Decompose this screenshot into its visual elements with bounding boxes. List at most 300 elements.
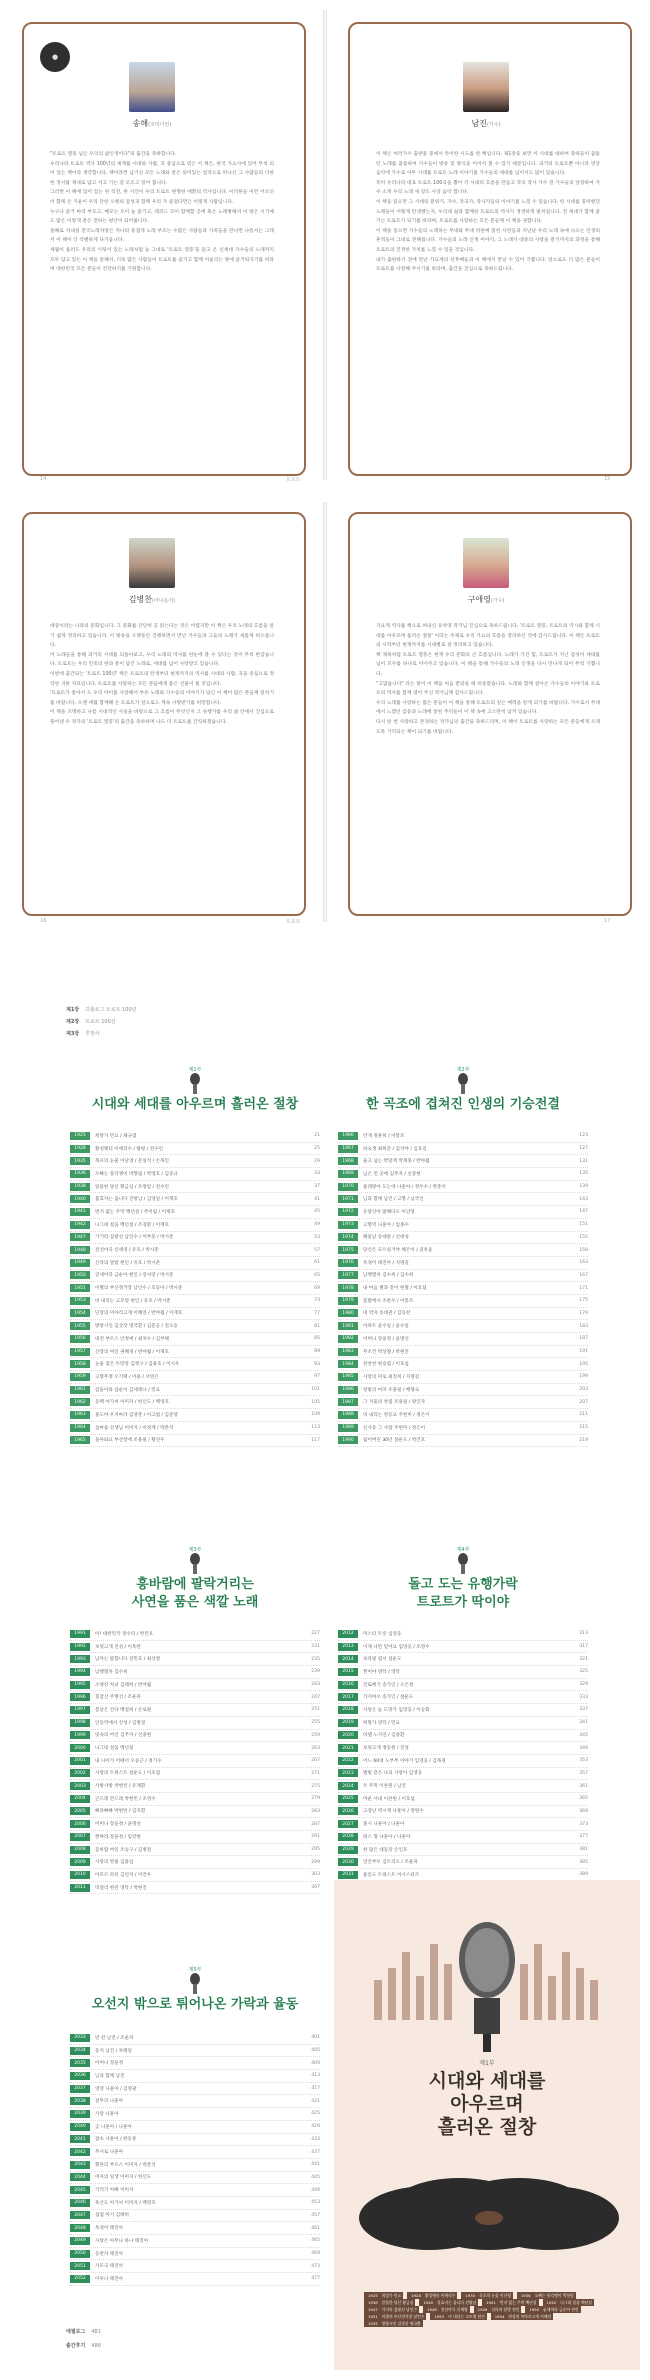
toc-row[interactable]: [70, 1869, 320, 1882]
year-badge: 1956: [70, 1335, 90, 1343]
year-badge: 2051: [70, 2262, 90, 2270]
year-badge: 2035: [70, 2059, 90, 2067]
page-ref: 215: [579, 1425, 588, 1431]
toc-row[interactable]: [338, 1282, 588, 1295]
song-title: 눈물 젖은 두만강 김정구 / 김용호 / 이시우: [95, 1362, 180, 1368]
page-ref: 477: [311, 2276, 320, 2282]
toc-row[interactable]: [338, 1730, 588, 1743]
year-badge: 2042: [70, 2148, 90, 2156]
page-ref: 381: [579, 1847, 588, 1853]
toc-row[interactable]: [338, 1666, 588, 1679]
toc-row[interactable]: [70, 1155, 320, 1168]
person-left: [92, 538, 212, 605]
song-title: 황혼의 부르스 이미자 / 박춘석: [95, 2162, 156, 2168]
year-badge: 2039: [70, 2110, 90, 2118]
toc-row[interactable]: [70, 1219, 320, 1232]
song-title: 울고 넘는 박달재 박재홍 / 반야월: [363, 1159, 430, 1165]
cover-year: 1951: [368, 2314, 378, 2319]
toc-row[interactable]: [338, 1396, 588, 1409]
song-title: 돌아와요 부산항에 조용필 / 황선우: [95, 1438, 165, 1444]
toc-row[interactable]: [70, 2134, 320, 2147]
toc-row[interactable]: [70, 2273, 320, 2286]
song-title: 비 내리는 고모령 현인 / 유호 / 박시춘: [95, 1298, 171, 1304]
preface-spread-2: [0, 492, 650, 932]
toc-row[interactable]: [338, 1742, 588, 1755]
cover-year: 1925: [368, 2293, 378, 2298]
toc-row[interactable]: [70, 2172, 320, 2185]
year-badge: 1958: [70, 1360, 90, 1368]
page-ref: 271: [311, 1770, 320, 1776]
toc-footer-1: 출간후기 486: [66, 2343, 101, 2349]
cover-song: 비 내리는 고모령 현인: [448, 2314, 485, 2319]
song-title: 네 박자 송대관 / 김동찬: [363, 1311, 411, 1317]
toc-row[interactable]: [338, 1780, 588, 1793]
toc-row[interactable]: [70, 1422, 320, 1435]
cover-song: 방랑시인 김삿갓 명국환: [381, 2321, 421, 2326]
page-ref: 279: [311, 1796, 320, 1802]
toc-row[interactable]: [70, 2057, 320, 2070]
toc-row[interactable]: [70, 2222, 320, 2235]
page-ref: 373: [579, 1821, 588, 1827]
page-ref: 449: [311, 2187, 320, 2193]
toc-row[interactable]: [70, 1641, 320, 1654]
page-ref: 183: [579, 1323, 588, 1329]
year-badge: 1998: [70, 1719, 90, 1727]
page-ref: 267: [311, 1758, 320, 1764]
toc-row[interactable]: [70, 1691, 320, 1704]
song-title: 희망가 민요 / 채규엽: [95, 1133, 137, 1139]
song-title: 짠짜라 장윤정 / 임강현: [95, 1834, 141, 1840]
toc-part-title: 사연을 품은 색깔 노래: [131, 1595, 259, 1610]
toc-row[interactable]: [338, 1653, 588, 1666]
year-badge: 2006: [70, 1820, 90, 1828]
toc-row[interactable]: [70, 1730, 320, 1743]
page-ref: 85: [314, 1336, 320, 1342]
cover-song: 희망가 민요: [381, 2293, 402, 2298]
song-title: 보릿고개 진성 / 이옥란: [95, 1644, 141, 1650]
toc-row[interactable]: [70, 1193, 320, 1206]
song-title: 산장의 여인 권혜경 / 반야월 / 이재호: [95, 1349, 169, 1355]
year-badge: 1973: [338, 1221, 358, 1229]
toc-row[interactable]: [70, 1257, 320, 1270]
book-gutter: [323, 10, 327, 480]
toc-row[interactable]: [338, 1295, 588, 1308]
toc-row[interactable]: [70, 2045, 320, 2058]
toc-row[interactable]: [338, 1384, 588, 1397]
page-ref: 413: [311, 2073, 320, 2079]
year-badge: 1987: [338, 1398, 358, 1406]
song-title: 영영 나훈아 / 김영광: [95, 2086, 137, 2092]
toc-row[interactable]: [70, 1818, 320, 1831]
toc-row[interactable]: [70, 2159, 320, 2172]
toc-row[interactable]: [338, 1679, 588, 1692]
song-title: 어머나 장윤정: [95, 2061, 124, 2067]
song-title: 잡초 나훈아 / 한동훈: [95, 2137, 137, 2143]
toc-row[interactable]: [70, 1844, 320, 1857]
toc-part-title: 시대와 세대를 아우르며 흘러온 절창: [91, 1097, 299, 1112]
toc-row[interactable]: [70, 1856, 320, 1869]
song-title: 하숙생 최희준 / 김석야 / 김호길: [363, 1146, 427, 1152]
cover-list-item: [407, 2292, 457, 2299]
song-title: 보릿고개 정동원 / 진성: [363, 1746, 409, 1752]
page-number-left: 16: [40, 918, 47, 924]
running-title: 트로트: [286, 477, 301, 483]
person-right: [426, 538, 546, 605]
song-title: 섬마을 선생님 이미자 / 이경재 / 박춘석: [95, 1425, 174, 1431]
toc-row[interactable]: [338, 1320, 588, 1333]
toc-row[interactable]: [70, 1130, 320, 1143]
toc-row[interactable]: [70, 2210, 320, 2223]
page-ref: 361: [579, 1783, 588, 1789]
toc-row[interactable]: [70, 1143, 320, 1156]
year-badge: 1925: [70, 1132, 90, 1140]
toc-row[interactable]: [70, 2083, 320, 2096]
toc-row[interactable]: [338, 1806, 588, 1819]
song-title: 아모르 파티 김연자 / 이건우: [95, 1872, 152, 1878]
song-title: 연안부두 김트리오 / 조운파: [363, 1860, 418, 1866]
song-title: 창밖의 여자 조용필 / 배명숙: [363, 1387, 420, 1393]
toc-row[interactable]: [70, 1232, 320, 1245]
toc-row[interactable]: [338, 1232, 588, 1245]
toc-part-number: 제5부: [188, 1967, 202, 1973]
song-title: 빠라빠빠 박현빈 / 김지환: [95, 1809, 146, 1815]
year-badge: 2010: [70, 1871, 90, 1879]
page-ref: 287: [311, 1821, 320, 1827]
song-title: 소양강 처녀 김태희 / 반야월: [95, 1682, 152, 1688]
song-title: 아파트 윤수일 / 윤수일: [363, 1324, 409, 1330]
year-badge: 1985: [338, 1373, 358, 1381]
song-title: 여자의 일생 이미자 / 한산도: [95, 2175, 152, 2181]
year-badge: 1928: [70, 1145, 90, 1153]
toc-row[interactable]: [70, 1628, 320, 1641]
page-ref: 65: [314, 1272, 320, 1278]
toc-row[interactable]: [70, 2184, 320, 2197]
year-badge: 1955: [70, 1322, 90, 1330]
toc-row[interactable]: [70, 1168, 320, 1181]
cover-year: 1947: [368, 2307, 378, 2312]
preface-text-right: 이 책은 여러가수 출판물 중에서 특이한 시도를 한 책입니다. 제1장을 보면 이 시대를 대하여 축하들이 꿈틀던 노래를 꿈틀하여 가수들이 방송 및 방식을 이어서 볼 수 있기 때문입니다. 과거의 트로트뿐 아니라 영상 음악에 가수로 아무 시대를 트로트 노래 이야기를 가수들의 세대를 넘어서도 많이 있습니다. 특히 우리나라 대표 트로트 100곡을 뽑아 각 시대의 흐름을 만들고 작곡 작사 가수 전 가수들의 앞장하여 가수 소개 우리 노래 새 장도 사상 음악 합니다. 이 책을 읽으면 그 시대의 분위기, 가수, 작곡가, 작사가들의 이야기를 느낄 수 있습니다. 한 시대를 풍미했던 노래들이 어떻게 탄생했는지, 우리네 삶과 함께한 트로트의 역사가 생생하게 펼쳐집니다. 전 세대가 함께 즐기는 트로트가 되기를 바라며, 트로트를 사랑하는 모든 분들께 이 책을 권합니다. 이 책을 읽으면 가수들의 노래하는 무대와 무대 뒤편에 얽힌 사연들과 지난날 우리 노래 속에 나오는 인생의 흔적들이 그대로 전해집니다. 가수들의 노래 인생 이야기, 그 노래가 대중의 사랑을 받기까지의 과정을 통해 트로트의 진정한 가치를 느낄 수 있을 것입니다. 내가 출판하기 전에 만난 가요계의 선후배들과 이 책에서 만날 수 있어 기쁩니다. 앞으로도 더 많은 분들이 트로트를 사랑해 주시기를 바라며, 출간을 진심으로 축하드립니다.: [376, 152, 600, 273]
song-title: 굳세어라 금순아 현인 / 강사랑 / 박시춘: [95, 1273, 174, 1279]
toc-row[interactable]: [338, 1257, 588, 1270]
toc-row[interactable]: [70, 1371, 320, 1384]
year-badge: 1977: [338, 1271, 358, 1279]
page-ref: 101: [311, 1387, 320, 1393]
toc-row[interactable]: [338, 1435, 588, 1448]
toc-row[interactable]: [338, 1628, 588, 1641]
song-title: 님과 함께 남진: [95, 2073, 125, 2079]
toc-row[interactable]: [70, 1806, 320, 1819]
cover-year: 1940: [423, 2300, 434, 2305]
page-ref: 473: [311, 2263, 320, 2269]
page-ref: 109: [311, 1412, 320, 1418]
toc-row[interactable]: [70, 1435, 320, 1448]
toc-row[interactable]: [338, 1358, 588, 1371]
song-title: 봄날은 간다 백설희 / 손로원: [95, 1707, 152, 1713]
song-title: 희망가 영탁 / 민요: [363, 1720, 400, 1726]
song-title: 흑산도 아가씨 이미자 / 백영호: [95, 2200, 156, 2206]
toc-row[interactable]: [70, 1831, 320, 1844]
page-ref: 307: [311, 1885, 320, 1891]
page-ref: 259: [311, 1732, 320, 1738]
page-ref: 303: [311, 1872, 320, 1878]
song-title: 찬찬찬 편승엽 / 이호섭: [363, 1362, 409, 1368]
page-ref: 429: [311, 2124, 320, 2130]
year-badge: 1982: [338, 1335, 358, 1343]
toc-row[interactable]: [70, 2121, 320, 2134]
toc-row[interactable]: [338, 1333, 588, 1346]
song-title: 빗속의 여인 김추자 / 신중현: [95, 1733, 152, 1739]
toc-meta-1: 제2장 트로트 100선: [66, 1019, 116, 1025]
toc-row[interactable]: [70, 1308, 320, 1321]
portrait-photo: [463, 62, 509, 112]
song-title: 물레방아 도는데 나훈아 / 정두수 / 박춘석: [363, 1184, 446, 1190]
year-badge: 1972: [338, 1208, 358, 1216]
toc-song-list: [338, 1628, 588, 1894]
toc-row[interactable]: [338, 1130, 588, 1143]
toc-part-title: 트로트가 딱이야: [416, 1595, 510, 1610]
song-title: 옥경이 태진아 / 지명길: [363, 1260, 409, 1266]
page-ref: 105: [311, 1399, 320, 1405]
cover-year: 1955: [368, 2321, 378, 2326]
page-ref: 135: [579, 1171, 588, 1177]
song-title: 남자는 말합니다 장민호 / 최상열: [95, 1657, 161, 1663]
toc-row[interactable]: [338, 1691, 588, 1704]
cover-list-item: [525, 2306, 580, 2313]
song-title: 무조건 박상철 / 박현진: [363, 1349, 409, 1355]
toc-row[interactable]: [70, 1384, 320, 1397]
song-title: 꽃밭에서 조관우 / 이봉조: [363, 1298, 414, 1304]
toc-row[interactable]: [70, 1282, 320, 1295]
song-title: 둥지 남진 / 차태일: [95, 2048, 132, 2054]
cover-list-item: [543, 2299, 594, 2306]
toc-row[interactable]: [70, 2146, 320, 2159]
toc-row[interactable]: [338, 1371, 588, 1384]
song-title: 아! 대한민국 정수라 / 박건호: [95, 1631, 154, 1637]
page-ref: 313: [579, 1631, 588, 1637]
song-title: 사랑 나훈아: [95, 2111, 119, 2117]
page-ref: 53: [314, 1234, 320, 1240]
page-number-left: 14: [40, 476, 47, 482]
page-ref: 333: [579, 1694, 588, 1700]
page-ref: 175: [579, 1298, 588, 1304]
toc-row[interactable]: [70, 1346, 320, 1359]
year-badge: 1949: [70, 1259, 90, 1267]
toc-row[interactable]: [70, 1333, 320, 1346]
page-ref: 275: [311, 1783, 320, 1789]
year-badge: 1968: [338, 1157, 358, 1165]
toc-row[interactable]: [338, 1641, 588, 1654]
song-title: 고장난 벽시계 나훈아 / 정원수: [363, 1809, 424, 1815]
cover-list-item: [364, 2320, 423, 2327]
toc-row[interactable]: [70, 1244, 320, 1257]
toc-row[interactable]: [70, 1409, 320, 1422]
toc-row[interactable]: [70, 1206, 320, 1219]
toc-row[interactable]: [338, 1755, 588, 1768]
toc-row[interactable]: [70, 2108, 320, 2121]
page-ref: 433: [311, 2136, 320, 2142]
year-badge: 2044: [70, 2173, 90, 2181]
year-badge: 1940: [70, 1195, 90, 1203]
song-title: 사랑은 늘 도망가 임영웅 / 이승화: [363, 1707, 430, 1713]
song-title: 어머나 장윤정 / 윤명선: [363, 1336, 409, 1342]
toc-row[interactable]: [338, 1168, 588, 1181]
toc-row[interactable]: [70, 1704, 320, 1717]
toc-row[interactable]: [338, 1155, 588, 1168]
year-badge: 1978: [338, 1284, 358, 1292]
cover-year: 1941: [486, 2300, 496, 2305]
cover-year: 1953: [434, 2314, 445, 2319]
cover-year: 1936: [520, 2293, 531, 2298]
toc-row[interactable]: [70, 2260, 320, 2273]
song-title: 오빠는 풍각쟁이 박향림 / 박영호 / 김송규: [95, 1171, 178, 1177]
page-ref: 445: [311, 2174, 320, 2180]
toc-row[interactable]: [70, 1270, 320, 1283]
toc-row[interactable]: [70, 1320, 320, 1333]
page-ref: 421: [311, 2098, 320, 2104]
toc-row[interactable]: [70, 2248, 320, 2261]
toc-row[interactable]: [338, 1717, 588, 1730]
cover-year: 1928: [411, 2293, 421, 2298]
toc-row[interactable]: [70, 1793, 320, 1806]
toc-row[interactable]: [70, 2095, 320, 2108]
toc-row[interactable]: [338, 1422, 588, 1435]
year-badge: 2047: [70, 2211, 90, 2219]
preface-text-left: 대중이라는 나라의 문화입니다. 그 문화를 간단히 곧 읽는다는 것은 어렵지만 이 책은 우리 노래의 흐름을 알기 쉽게 정리하고 있습니다. 이 방송을 오랫동안 진행하면서 만난 가수들과 그들의 노래가 새롭게 떠오릅니다. 이 노래들을 통해 과거의 시대를 되돌아보고, 우리 노래의 역사를 한눈에 볼 수 있다는 것이 무척 반갑습니다. 트로트는 우리 민족의 한과 흥이 담긴 노래로, 세대를 넘어 사랑받고 있습니다. 이번에 출간되는 '트로트 100년' 책은 트로트의 탄생부터 현재까지의 역사를 시대와 사람, 곡을 중심으로 정리한 귀한 자료입니다. 트로트를 사랑하는 모든 분들에게 좋은 선물이 될 것입니다. '트로트가 좋아서 도 우리 아이를 사랑해서 부른 노래와 가수들의 이야기가 담긴 이 책이 많은 분들께 읽히기를 바랍니다. 오랜 세월 함께해 온 트로트가 앞으로도 계속 사랑받기를 희망합니다. 이 책을 조명하고 나름 시대적인 사실을 바탕으로 그 흐름이 무엇인지 그 유행가를 우리 삶 안에서 진심으로 풀어낸 수 작가의 '트로트 열풍'의 출간을 축하하며 나도 더 트로트를 간직하겠습니다.: [50, 624, 274, 725]
toc-row[interactable]: [70, 1666, 320, 1679]
page-ref: 159: [579, 1247, 588, 1253]
year-badge: 1997: [70, 1706, 90, 1714]
year-badge: 1947: [70, 1233, 90, 1241]
year-badge: 2030: [338, 1858, 358, 1866]
song-title: 사랑은 아무나 하나 태진아: [95, 2238, 149, 2244]
toc-row[interactable]: [338, 1193, 588, 1206]
page-ref: 131: [579, 1158, 588, 1164]
song-title: 막걸리 한잔 영탁 / 박현진: [95, 1885, 147, 1891]
song-title: 남행열차 김수희: [95, 1669, 128, 1675]
page-ref: 405: [311, 2048, 320, 2054]
page-ref: 231: [311, 1644, 320, 1650]
toc-row[interactable]: [338, 1856, 588, 1869]
page-ref: 147: [579, 1209, 588, 1215]
page-ref: 255: [311, 1720, 320, 1726]
year-badge: 1964: [70, 1424, 90, 1432]
year-badge: 1971: [338, 1195, 358, 1203]
song-title: 신사동 그 사람 주현미 / 정은이: [363, 1425, 426, 1431]
toc-row[interactable]: [338, 1244, 588, 1257]
page-ref: 369: [579, 1808, 588, 1814]
toc-row[interactable]: [338, 1143, 588, 1156]
page-ref: 93: [314, 1361, 320, 1367]
toc-row[interactable]: [338, 1704, 588, 1717]
toc-row[interactable]: [338, 1831, 588, 1844]
toc-row[interactable]: [70, 1780, 320, 1793]
song-title: 바램 노사연 / 김종환: [363, 1733, 405, 1739]
song-title: 단장의 미아리고개 이해연 / 반야월 / 이재호: [95, 1311, 183, 1317]
page-ref: 409: [311, 2060, 320, 2066]
toc-row[interactable]: [338, 1409, 588, 1422]
page-ref: 171: [579, 1285, 588, 1291]
toc-row[interactable]: [338, 1270, 588, 1283]
song-title: 나그네 설움 백년설 / 조경환 / 이재호: [95, 1222, 169, 1228]
toc-row[interactable]: [338, 1219, 588, 1232]
year-badge: 2026: [338, 1807, 358, 1815]
page-ref: 69: [314, 1285, 320, 1291]
page-ref: 441: [311, 2162, 320, 2168]
toc-row[interactable]: [338, 1844, 588, 1857]
toc-row[interactable]: [70, 2197, 320, 2210]
song-title: 이별의 부산정거장 남인수 / 호동아 / 박시춘: [95, 1286, 183, 1292]
toc-row[interactable]: [70, 1717, 320, 1730]
page-ref: 143: [579, 1196, 588, 1202]
year-badge: 2034: [70, 2047, 90, 2055]
page-ref: 329: [579, 1682, 588, 1688]
year-badge: 2022: [338, 1757, 358, 1765]
toc-row[interactable]: [338, 1793, 588, 1806]
toc-row[interactable]: [338, 1308, 588, 1321]
toc-section-heading: [338, 1040, 588, 1113]
year-badge: 2021: [338, 1744, 358, 1752]
year-badge: 1989: [338, 1424, 358, 1432]
page-ref: 81: [314, 1323, 320, 1329]
year-badge: 1961: [70, 1386, 90, 1394]
year-badge: 2040: [70, 2123, 90, 2131]
toc-row[interactable]: [338, 1818, 588, 1831]
page-ref: 29: [314, 1158, 320, 1164]
toc-row[interactable]: [70, 1755, 320, 1768]
toc-row[interactable]: [70, 1768, 320, 1781]
year-badge: 1975: [338, 1246, 358, 1254]
song-title: 그 겨울의 찻집 조용필 / 양인자: [363, 1400, 426, 1406]
toc-row[interactable]: [338, 1206, 588, 1219]
year-badge: 2043: [70, 2161, 90, 2169]
toc-row[interactable]: [70, 1295, 320, 1308]
year-badge: 2012: [338, 1630, 358, 1638]
toc-row[interactable]: [70, 2235, 320, 2248]
toc-row[interactable]: [70, 1742, 320, 1755]
toc-row[interactable]: [70, 1882, 320, 1895]
page-ref: 97: [314, 1374, 320, 1380]
person-name: 송해(코미디언): [132, 119, 172, 128]
toc-row[interactable]: [70, 1396, 320, 1409]
year-badge: 1974: [338, 1233, 358, 1241]
toc-row[interactable]: [70, 1181, 320, 1194]
page-ref: 113: [311, 1425, 320, 1431]
page-ref: 21: [314, 1133, 320, 1139]
page-ref: 199: [579, 1374, 588, 1380]
toc-row[interactable]: [338, 1181, 588, 1194]
song-title: 내 마음 별과 같이 현철 / 이호섭: [363, 1286, 427, 1292]
person-right: [426, 62, 546, 129]
year-badge: 2048: [70, 2224, 90, 2232]
toc-row[interactable]: [70, 1358, 320, 1371]
toc-section-heading: [70, 1940, 320, 2013]
year-badge: 2031: [338, 1871, 358, 1879]
year-badge: 2037: [70, 2085, 90, 2093]
song-title: 기러기 아빠 이미자: [95, 2188, 134, 2194]
toc-row[interactable]: [338, 1768, 588, 1781]
song-title: 알뜰한 당신 황금심 / 조명암 / 전수린: [95, 1184, 169, 1190]
toc-row[interactable]: [338, 1346, 588, 1359]
page-ref: 235: [311, 1656, 320, 1662]
song-title: 황성옛터 이애리수 / 왕평 / 전수린: [95, 1146, 164, 1152]
toc-row[interactable]: [70, 2032, 320, 2045]
cover-list-item: [430, 2313, 486, 2320]
song-title: 두 주먹 이찬원 / 남진: [363, 1784, 406, 1790]
song-title: 빈 잔 남진 / 조운파: [95, 2035, 134, 2041]
toc-row[interactable]: [70, 1653, 320, 1666]
toc-row[interactable]: [70, 1679, 320, 1692]
toc-row[interactable]: [70, 2070, 320, 2083]
